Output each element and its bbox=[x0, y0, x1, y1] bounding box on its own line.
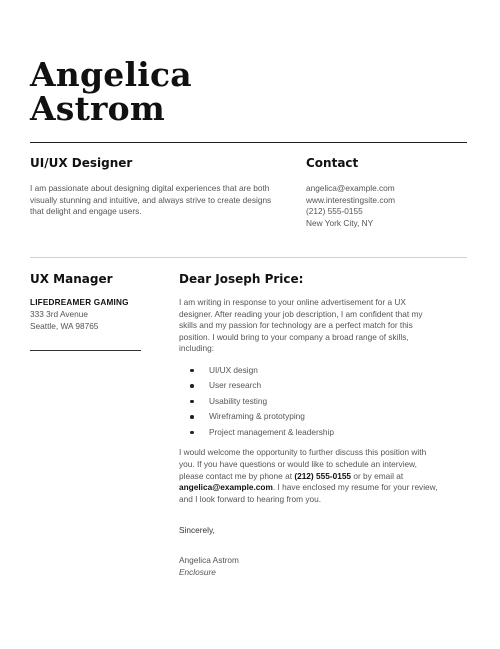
last-name: Astrom bbox=[30, 89, 165, 128]
letter-closing bbox=[179, 447, 441, 505]
recipient-address bbox=[30, 309, 98, 332]
skills-list bbox=[179, 363, 441, 441]
contact-website[interactable]: www.interestingsite.com bbox=[306, 194, 395, 205]
list-item bbox=[179, 378, 441, 394]
job-title-heading: UI/UX Designer bbox=[30, 156, 133, 170]
closing-phone: (212) 555-0155 bbox=[294, 470, 352, 481]
bullet-icon bbox=[190, 415, 194, 419]
applicant-name bbox=[30, 55, 192, 128]
bullet-icon bbox=[190, 384, 194, 388]
skill-label: Project management & leadership bbox=[209, 426, 334, 437]
bullet-icon bbox=[190, 369, 194, 373]
enclosure-note: Enclosure bbox=[179, 566, 216, 577]
contact-block bbox=[306, 183, 466, 229]
closing-text-1: I would welcome the opportunity to further discuss this position with you. If you have questions or would like to schedule an interview, please contact me by phone at bbox=[179, 447, 427, 481]
closing-email[interactable]: angelica@example.com bbox=[179, 482, 273, 493]
contact-email[interactable]: angelica@example.com bbox=[306, 183, 395, 193]
header-divider bbox=[30, 142, 467, 143]
summary-text: I am passionate about designing digital experiences that are both visually stunning and intuitive, and always strive to create designs that delight and engage users. bbox=[30, 183, 272, 217]
section-divider bbox=[30, 257, 467, 258]
closing-text-3: . I have enclosed my resume for your review, and I look forward to hearing from you. bbox=[179, 482, 438, 504]
sign-off: Sincerely, bbox=[179, 525, 215, 536]
list-item bbox=[179, 409, 441, 425]
signer-name: Angelica Astrom bbox=[179, 555, 239, 566]
contact-heading: Contact bbox=[306, 156, 359, 170]
skill-label: Wireframing & prototyping bbox=[209, 411, 305, 422]
skill-label: UI/UX design bbox=[209, 364, 258, 375]
recipient-company: LIFEDREAMER GAMING bbox=[30, 298, 129, 307]
closing-text-2: or by email at bbox=[351, 470, 404, 481]
skill-label: Usability testing bbox=[209, 395, 268, 406]
list-item bbox=[179, 363, 441, 379]
letter-greeting: Dear Joseph Price: bbox=[179, 272, 304, 286]
skill-label: User research bbox=[209, 380, 262, 391]
recipient-role-heading: UX Manager bbox=[30, 272, 113, 286]
first-name: Angelica bbox=[30, 55, 192, 94]
sidebar-divider bbox=[30, 350, 141, 351]
contact-location: New York City, NY bbox=[306, 217, 374, 228]
address-line-2: Seattle, WA 98765 bbox=[30, 320, 99, 331]
letter-body bbox=[179, 297, 441, 578]
list-item bbox=[179, 425, 441, 441]
letter-intro: I am writing in response to your online advertisement for a UX designer. After reading your job description, I am confident that my skills and my passion for technology are a perfect match for this position. I would bring to your company a broad range of skills, including: bbox=[179, 297, 423, 354]
contact-phone: (212) 555-0155 bbox=[306, 206, 363, 217]
bullet-icon bbox=[190, 400, 194, 404]
list-item bbox=[179, 394, 441, 410]
address-line-1: 333 3rd Avenue bbox=[30, 309, 88, 319]
bullet-icon bbox=[190, 431, 194, 435]
